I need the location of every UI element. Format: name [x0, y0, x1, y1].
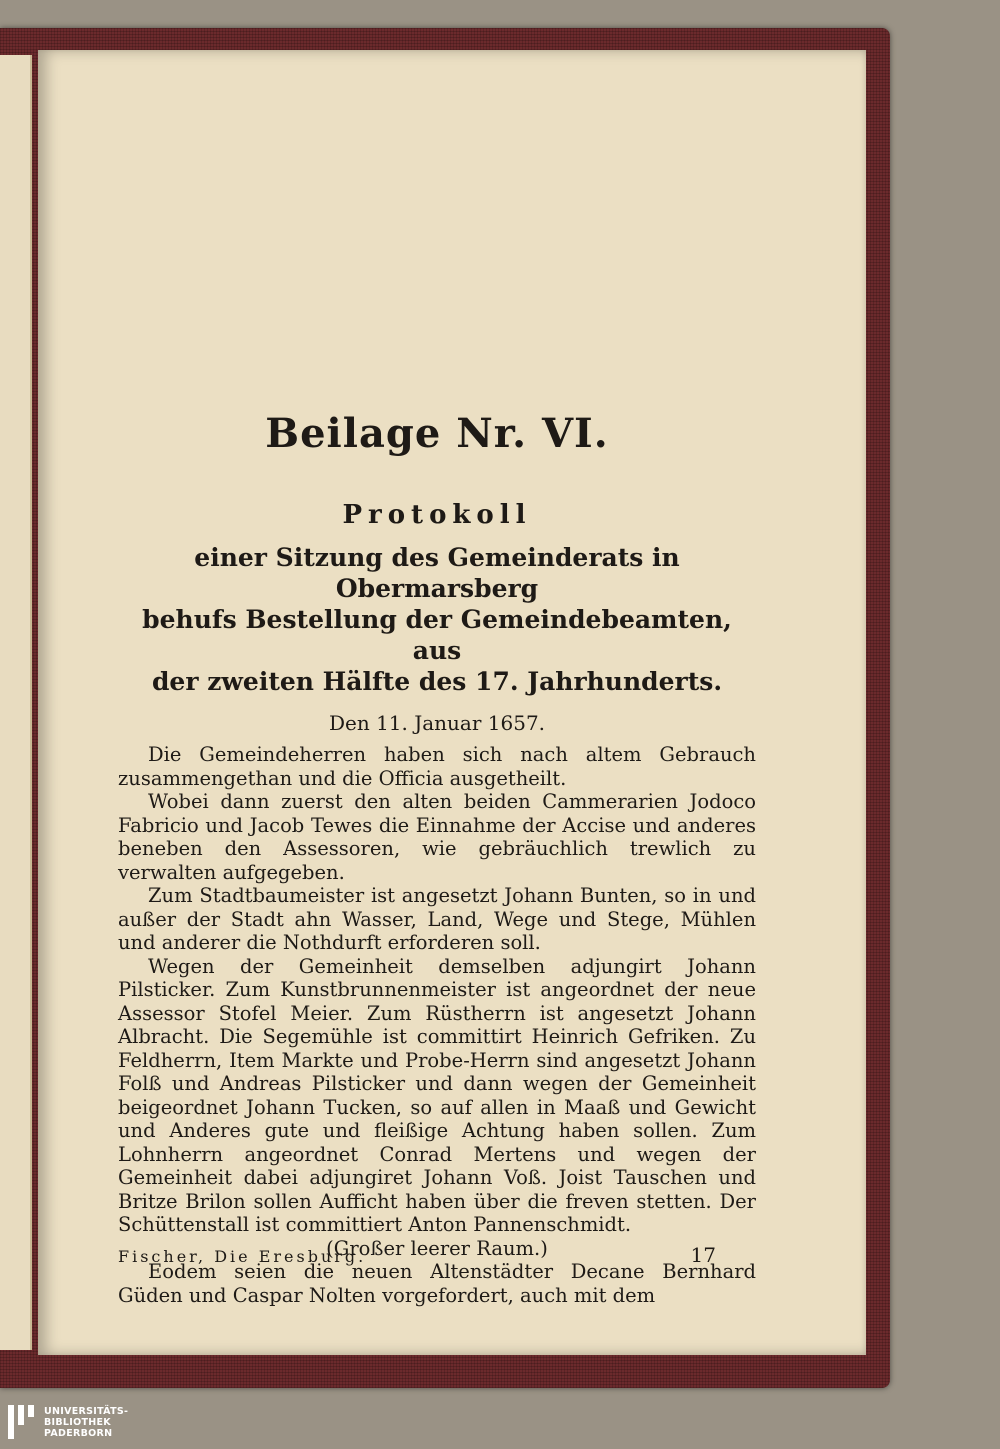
footer-author-title: Fischer, Die Eresburg. [118, 1247, 367, 1266]
book-page [38, 50, 866, 1355]
page-text [118, 412, 756, 1307]
heading-line-2: behufs Bestellung der Gemeindebeamten, aus [142, 605, 732, 665]
protocol-date: Den 11. Januar 1657. [328, 711, 546, 735]
page-number: 17 [690, 1243, 716, 1267]
paragraph-2: Wobei dann zuerst den alten beiden Cammerarien Jodoco Fabricio und Jacob Tewes die Einnahme der Accise und anderes beneben den Assessoren, wie gebräuchlich trewlich zu verwalten aufgegeben. [118, 790, 756, 884]
paragraph-3: Zum Stadtbaumeister ist angesetzt Johann Bunten, so in und außer der Stadt ahn Wasser, Land, Wege und Stege, Mühlen und anderer die Nothdurft erforderen soll. [118, 884, 756, 954]
page-subtitle: Protokoll [342, 500, 532, 530]
paragraph-5: Eodem seien die neuen Altenstädter Decane Bernhard Güden und Caspar Nolten vorgefordert, auch mit dem [118, 1260, 756, 1307]
heading-line-1: einer Sitzung des Gemeinderats in Obermarsberg [194, 543, 680, 603]
heading-line-3: der zweiten Hälfte des 17. Jahrhunderts. [151, 667, 723, 696]
page-footer [118, 1243, 756, 1267]
editorial-note: (Großer leerer Raum.) [326, 1236, 548, 1260]
left-page-edge [0, 55, 32, 1350]
page-title: Beilage Nr. VI. [265, 410, 609, 457]
paragraph-1: Die Gemeindeherren haben sich nach altem Gebrauch zusammengethan und die Officia ausgetheilt. [118, 743, 756, 790]
library-logo-icon [6, 1403, 36, 1441]
library-logo [6, 1400, 146, 1444]
paragraph-4: Wegen der Gemeinheit demselben adjungirt Johann Pilsticker. Zum Kunstbrunnenmeister ist angeordnet der neue Assessor Stofel Meier. Zum Rüstherrn ist angesetzt Johann Albracht. Die Segemühle ist committirt Heinrich Gefriken. Zu Feldherrn, Item Markte und Probe-Herrn sind angesetzt Johann Folß und Andreas Pilsticker und dann wegen der Gemeinheit beigeordnet Johann Tucken, so auf allen in Maaß und Gewicht und Anderes gute und fleißige Achtung haben sollen. Zum Lohnherrn angeordnet Conrad Mertens und wegen der Gemeinheit dabei adjungiret Johann Voß. Joist Tauschen und Britze Brilon sollen Aufficht haben über die freven stetten. Der Schüttenstall ist committiert Anton Pannenschmidt. [118, 954, 756, 1236]
library-logo-text: UNIVERSITÄTS- BIBLIOTHEK PADERBORN [44, 1405, 129, 1439]
